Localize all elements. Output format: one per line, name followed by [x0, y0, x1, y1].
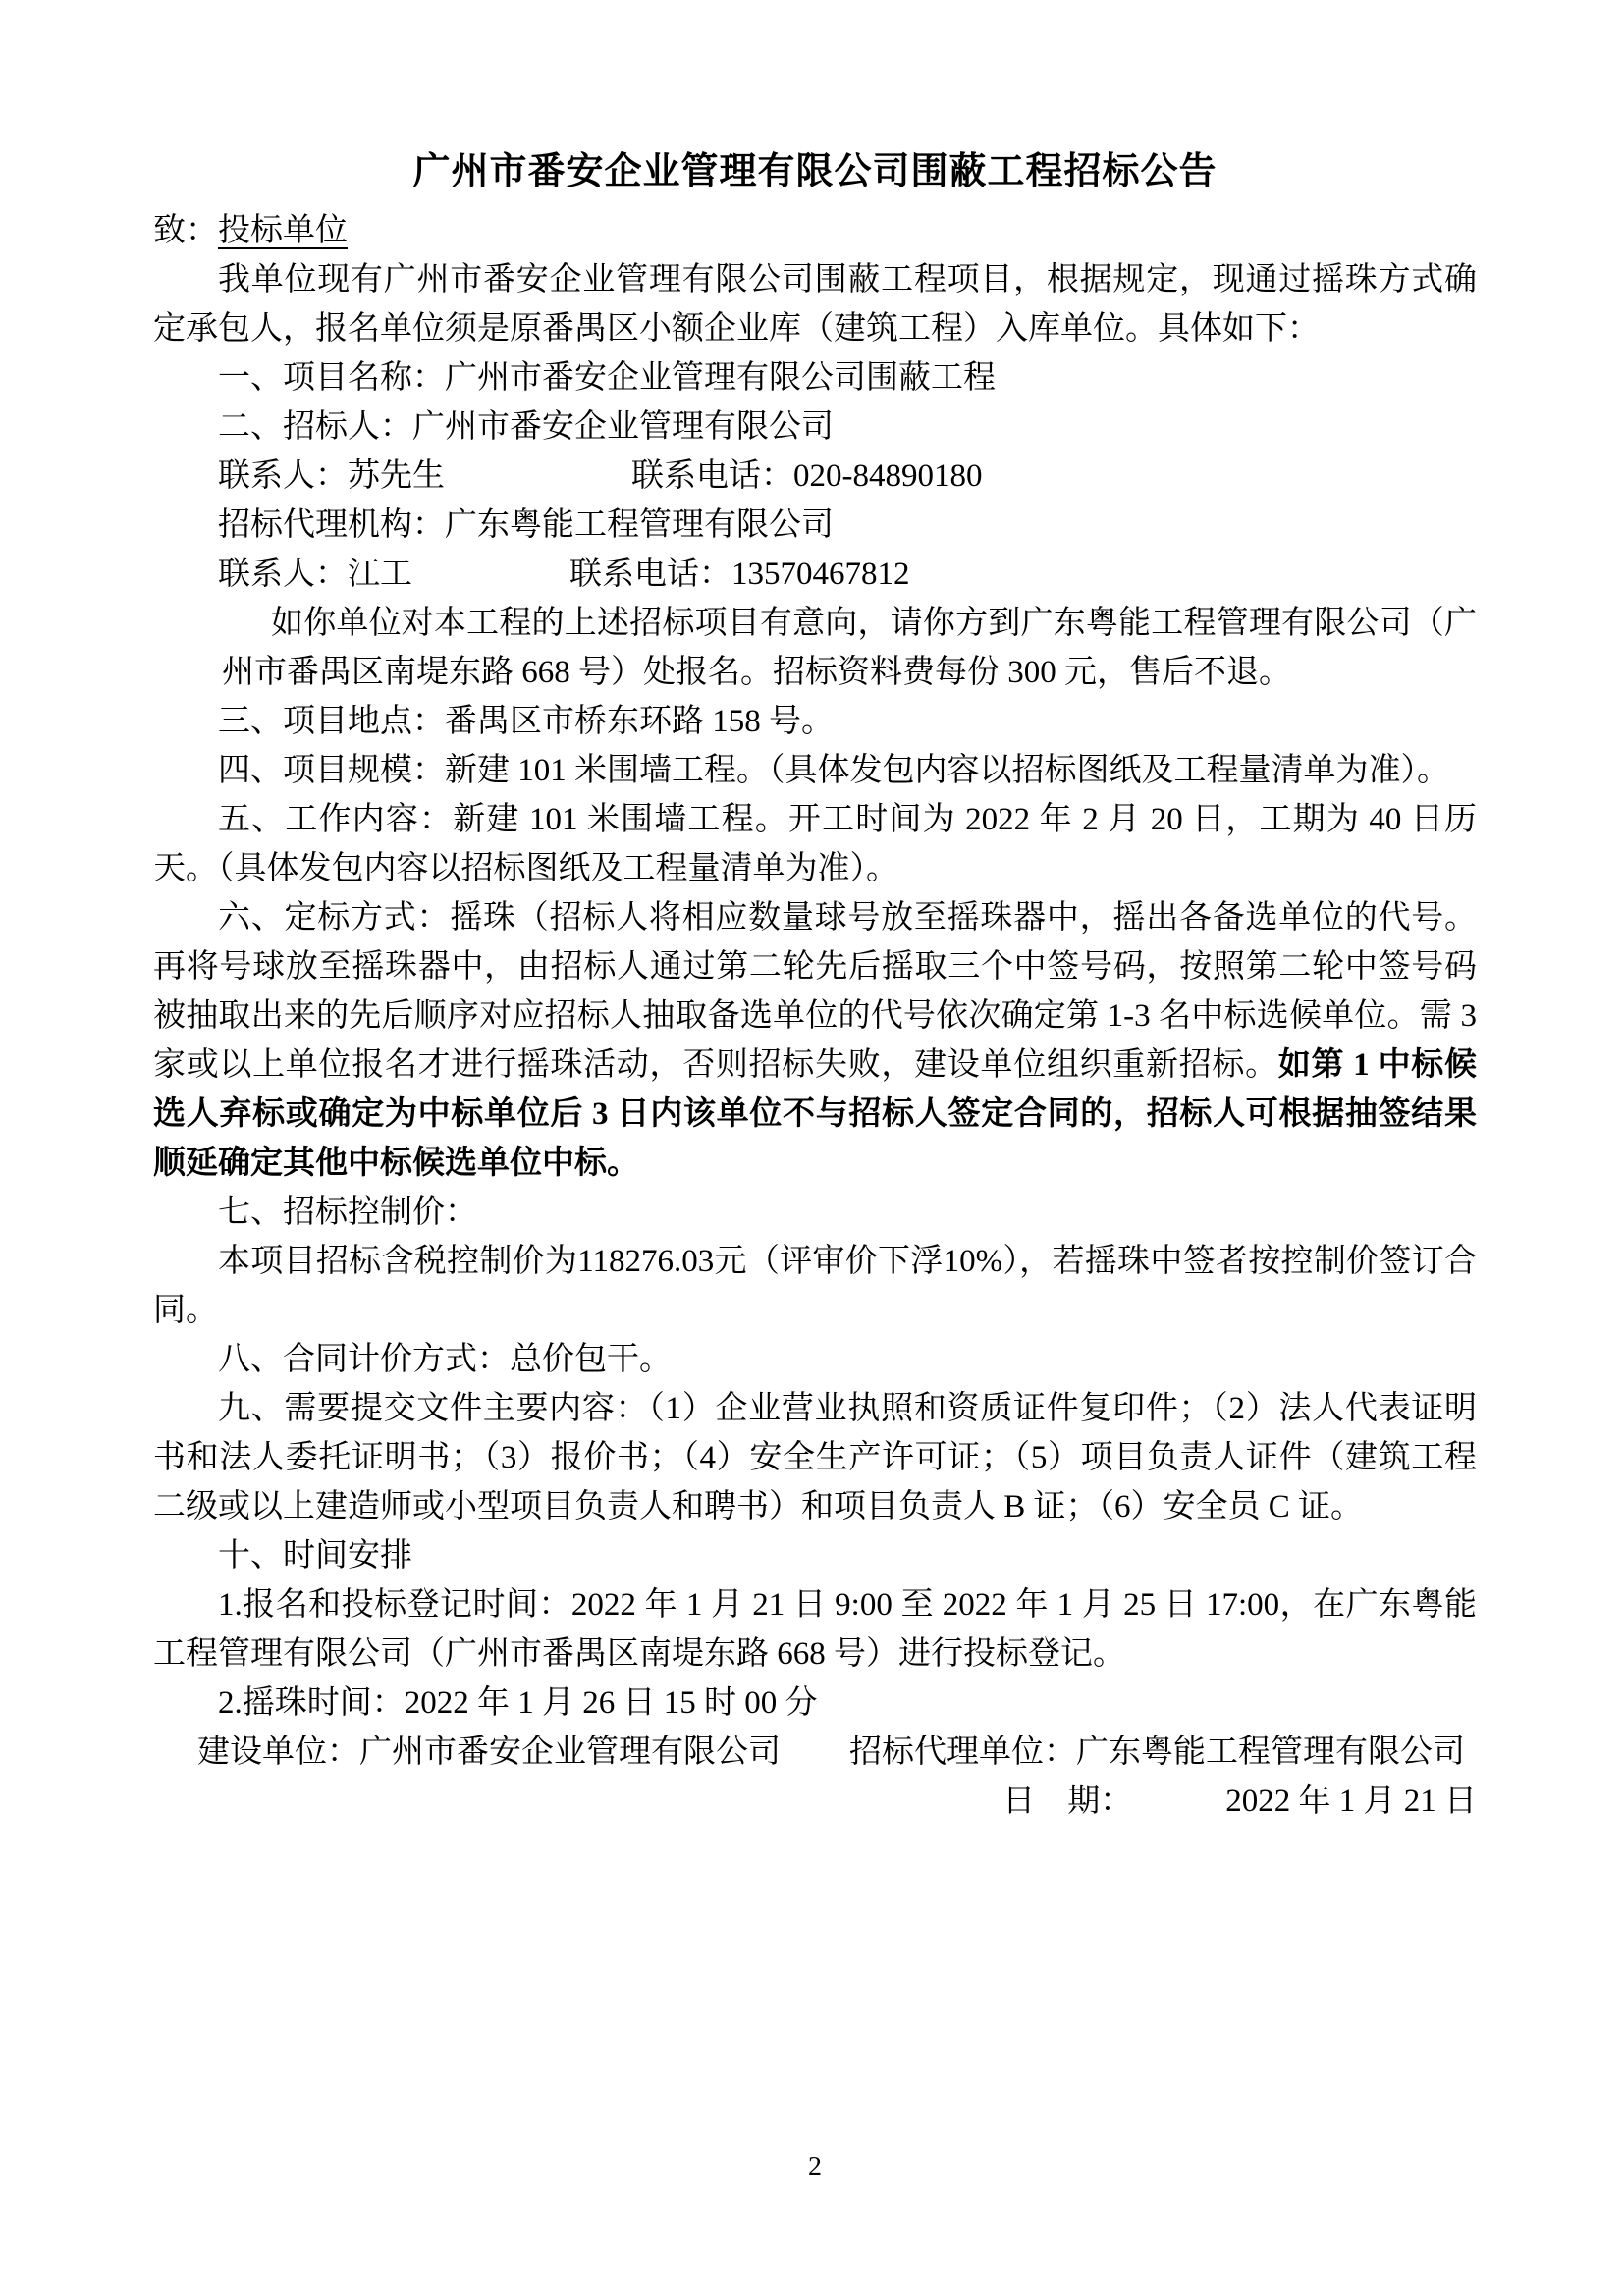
control-price-detail: 本项目招标含税控制价为118276.03元（评审价下浮10%），若摇珠中签者按控制价签订合同。: [153, 1244, 1477, 1328]
item-agency-org: 招标代理机构：广东粤能工程管理有限公司: [218, 507, 834, 543]
contact-phone-1: 联系电话：020-84890180: [631, 458, 983, 494]
greeting-salutation: 致：: [153, 213, 218, 248]
contact-phone-2: 联系电话：13570467812: [569, 557, 910, 592]
footer-agency: 招标代理单位：广东粤能工程管理有限公司: [849, 1735, 1465, 1770]
contact-row-1: [153, 452, 1477, 501]
schedule-lottery-time: 2.摇珠时间：2022 年 1 月 26 日 15 时 00 分: [218, 1685, 818, 1721]
greeting: [153, 206, 1477, 255]
document-title: 广州市番安企业管理有限公司围蔽工程招标公告: [412, 151, 1218, 192]
item-schedule-heading: 十、时间安排: [218, 1538, 412, 1574]
paragraph-registration-note: 如你单位对本工程的上述招标项目有意向，请你方到广东粤能工程管理有限公司（广州市番禺区南堤东路 668 号）处报名。招标资料费每份 300 元，售后不退。: [222, 606, 1477, 690]
paragraph-intro: 我单位现有广州市番安企业管理有限公司围蔽工程项目，根据规定，现通过摇珠方式确定承包人，报名单位须是原番禺区小额企业库（建筑工程）入库单位。具体如下：: [153, 262, 1477, 347]
item-pricing-method: 八、合同计价方式：总价包干。: [218, 1342, 672, 1377]
date-row: [153, 1777, 1477, 1826]
schedule-registration-time: 1.报名和投标登记时间：2022 年 1 月 21 日 9:00 至 2022 年 1 月 25 日 17:00，在广东粤能工程管理有限公司（广州市番禺区南堤东路 668 号）进行投标登记。: [153, 1587, 1477, 1672]
item-documents-required: 九、需要提交文件主要内容：（1）企业营业执照和资质证件复印件；（2）法人代表证明书和法人委托证明书；（3）报价书；（4）安全生产许可证；（5）项目负责人证件（建筑工程二级或以上建造师或小型项目负责人和聘书）和项目负责人 B 证；（6）安全员 C 证。: [153, 1391, 1477, 1524]
contact-row-2: [153, 550, 1477, 599]
item-scale: 四、项目规模：新建 101 米围墙工程。（具体发包内容以招标图纸及工程量清单为准）。: [218, 753, 1449, 788]
signature-row: [153, 1728, 1477, 1777]
contact-person-1: 联系人：苏先生: [218, 458, 445, 494]
contact-person-2: 联系人：江工: [218, 557, 412, 592]
item-award-method: [153, 893, 1477, 1188]
page-number: 2: [808, 2152, 822, 2182]
item-control-price: 七、招标控制价：: [218, 1195, 477, 1230]
date-value: 2022 年 1 月 21 日: [1225, 1784, 1477, 1819]
item-location: 三、项目地点：番禺区市桥东环路 158 号。: [218, 704, 834, 739]
date-label: 日 期：: [1002, 1784, 1133, 1819]
award-method-bold-note: 如第 1 中标候选人弃标或确定为中标单位后 3 日内该单位不与招标人签定合同的，招标人可根据抽签结果顺延确定其他中标候选单位中标。: [153, 1047, 1478, 1181]
item-tenderee: 二、招标人：广州市番安企业管理有限公司: [218, 409, 834, 445]
item-project-name: 一、项目名称：广州市番安企业管理有限公司围蔽工程: [218, 360, 996, 396]
recipient-name: 投标单位: [218, 213, 348, 248]
award-method-text: 六、定标方式：摇珠（招标人将相应数量球号放至摇珠器中，摇出各备选单位的代号。再将号球放至摇珠器中，由招标人通过第二轮先后摇取三个中签号码，按照第二轮中签号码被抽取出来的先后顺序对应招标人抽取备选单位的代号依次确定第 1-3 名中标选候单位。需 3 家或以上单位报名才进行摇珠活动，否则招标失败，建设单位组织重新招标。: [153, 900, 1477, 1083]
item-work-content: 五、工作内容：新建 101 米围墙工程。开工时间为 2022 年 2 月 20 日，工期为 40 日历天。（具体发包内容以招标图纸及工程量清单为准）。: [153, 802, 1477, 886]
footer-builder: 建设单位：广州市番安企业管理有限公司: [197, 1735, 781, 1770]
